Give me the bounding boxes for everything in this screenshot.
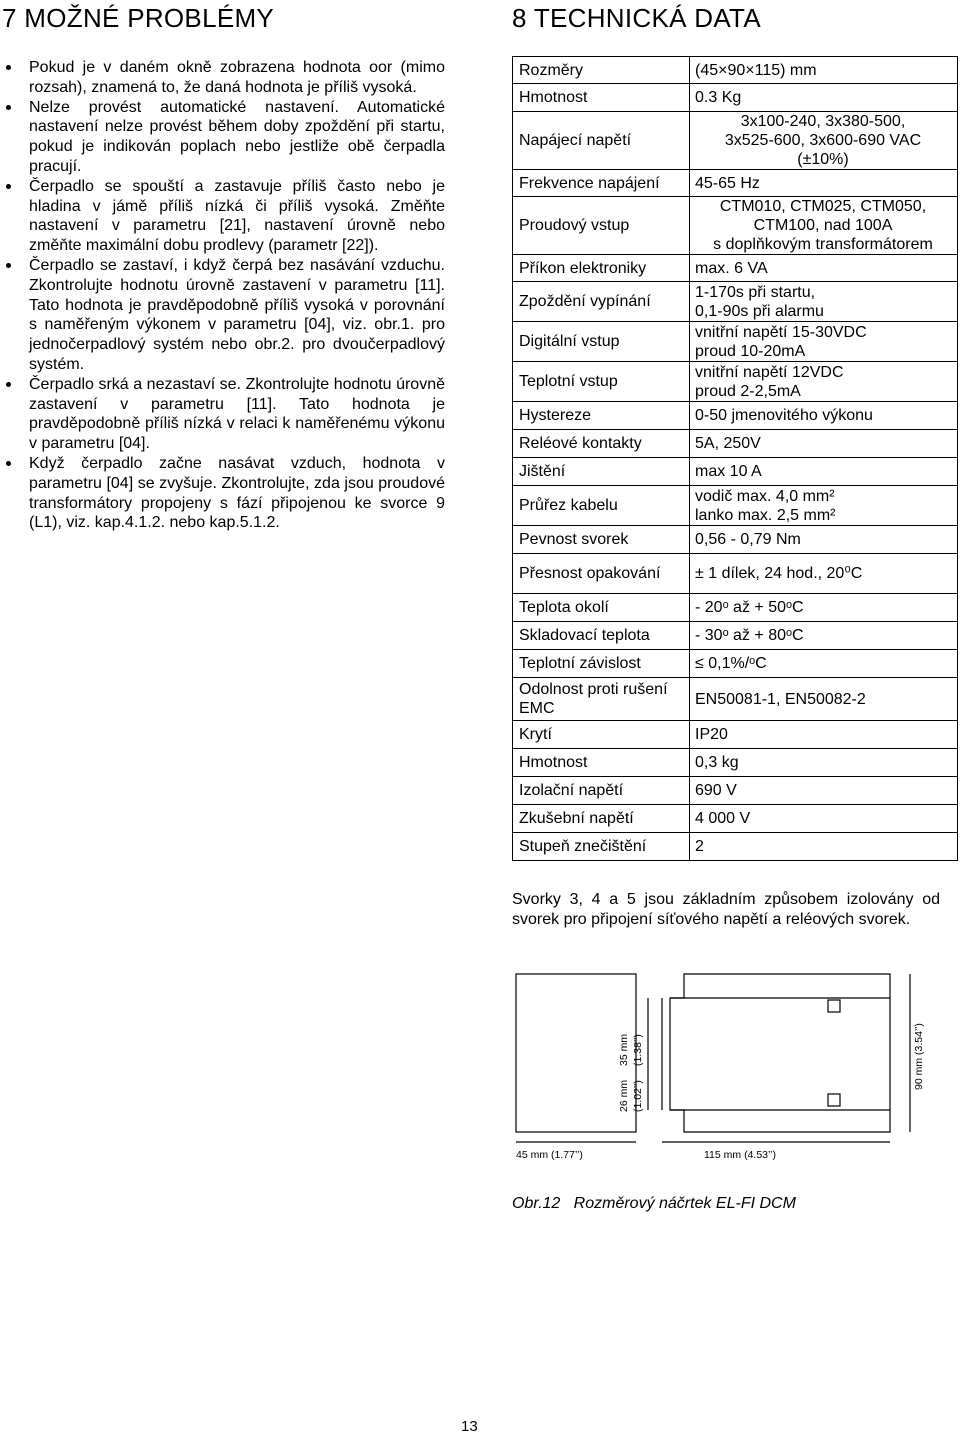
side-view-outline <box>670 998 890 1110</box>
spec-key: Teplotní závislost <box>513 650 690 678</box>
spec-value-line: 0.3 Kg <box>695 89 742 106</box>
table-row <box>513 650 958 678</box>
spec-value <box>690 170 958 197</box>
spec-key: Zpoždění vypínání <box>513 282 690 322</box>
list-item: Pokud je v daném okně zobrazena hodnota oor (mimo rozsah), znamená to, že daná hodnota je příliš vysoká. <box>0 58 445 98</box>
spec-value <box>690 486 958 526</box>
spec-value <box>690 833 958 861</box>
spec-key: Hmotnost <box>513 749 690 777</box>
spec-value-line: (±10%) <box>797 151 849 168</box>
spec-key: Zkušební napětí <box>513 805 690 833</box>
spec-key: Skladovací teplota <box>513 622 690 650</box>
spec-value-line: CTM010, CTM025, CTM050, <box>719 198 927 215</box>
spec-value-line: 4 000 V <box>695 810 751 827</box>
table-row <box>513 458 958 486</box>
spec-value-line: 3x525-600, 3x600-690 VAC <box>724 132 922 149</box>
table-row <box>513 526 958 554</box>
dim-label-90: 90 mm (3.54’’) <box>913 1023 925 1090</box>
table-row <box>513 322 958 362</box>
page-number: 13 <box>461 1418 478 1435</box>
spec-key: Hmotnost <box>513 84 690 112</box>
spec-value-line: 0,56 - 0,79 Nm <box>695 531 801 548</box>
spec-key: Odolnost proti rušení EMC <box>513 678 690 721</box>
spec-value-line: 0,3 kg <box>695 754 739 771</box>
spec-value-line: ± 1 dílek, 24 hod., 20⁰C <box>695 565 863 582</box>
spec-key: Příkon elektroniky <box>513 255 690 282</box>
dim-label-26: 26 mm <box>618 1079 630 1112</box>
table-row <box>513 805 958 833</box>
table-row <box>513 402 958 430</box>
spec-value <box>690 554 958 594</box>
table-row <box>513 486 958 526</box>
table-row <box>513 721 958 749</box>
spec-value-line: (45×90×115) mm <box>695 61 817 79</box>
table-row <box>513 777 958 805</box>
spec-value-line: IP20 <box>695 726 728 743</box>
list-item: Když čerpadlo začne nasávat vzduch, hodnota v parametru [04] se zvyšuje. Zkontrolujte, zda jsou proudové transformátory propojeny s fází připojenou ke svorce 9 (L1), viz. kap.4.1.2. nebo kap.5.1.2. <box>0 454 445 533</box>
spec-value-line: 3x100-240, 3x380-500, <box>740 113 906 130</box>
spec-value <box>690 650 958 678</box>
dim-label-45: 45 mm (1.77’’) <box>516 1149 583 1161</box>
spec-value-line: 2 <box>695 838 704 855</box>
dim-label-26-inch: (1.02’’) <box>632 1080 644 1112</box>
spec-value-line: 5A, 250V <box>695 435 761 452</box>
spec-value <box>690 255 958 282</box>
spec-key: Frekvence napájení <box>513 170 690 197</box>
terminal-bottom <box>828 1094 840 1106</box>
figure-caption: Obr.12 Rozměrový náčrtek EL-FI DCM <box>512 1195 796 1212</box>
spec-value <box>690 362 958 402</box>
insulation-note: Svorky 3, 4 a 5 jsou základním způsobem izolovány od svorek pro připojení síťového napětí a reléových svorek. <box>512 891 940 928</box>
table-row <box>513 112 958 170</box>
spec-value-line: 1-170s při startu, <box>695 283 816 301</box>
spec-key: Reléové kontakty <box>513 430 690 458</box>
section-heading-problems: 7 MOŽNÉ PROBLÉMY <box>2 3 275 33</box>
spec-value <box>690 402 958 430</box>
spec-key: Jištění <box>513 458 690 486</box>
spec-value-line: - 30ᵒ až + 80ᵒC <box>695 627 804 644</box>
table-row <box>513 430 958 458</box>
spec-value-line: CTM100, nad 100A <box>753 217 893 234</box>
table-row <box>513 170 958 197</box>
table-row <box>513 255 958 282</box>
spec-value <box>690 112 958 170</box>
spec-value-line: vnitřní napětí 15-30VDC <box>695 323 867 341</box>
bullet-icon <box>6 184 11 189</box>
spec-key: Napájecí napětí <box>513 112 690 170</box>
spec-key: Rozměry <box>513 57 690 84</box>
spec-key: Stupeň znečištění <box>513 833 690 861</box>
spec-value-line: vodič max. 4,0 mm² <box>695 487 835 505</box>
dimension-drawing <box>512 972 942 1172</box>
table-row <box>513 678 958 721</box>
bullet-icon <box>6 105 11 110</box>
spec-key: Přesnost opakování <box>513 554 690 594</box>
spec-value <box>690 197 958 255</box>
spec-key: Digitální vstup <box>513 322 690 362</box>
spec-value-line: EN50081-1, EN50082-2 <box>695 690 866 708</box>
spec-value <box>690 430 958 458</box>
terminal-top <box>828 1000 840 1012</box>
spec-value <box>690 282 958 322</box>
list-item: Čerpadlo se spouští a zastavuje příliš často nebo je hladina v jámě příliš nízká či příliš vysoká. Změňte nastavení v parametru [21], nastavení úrovně nebo změňte maximální dobu prodlevy (parametr [22]). <box>0 177 445 256</box>
table-row <box>513 282 958 322</box>
spec-value-line: proud 10-20mA <box>695 342 806 360</box>
spec-value <box>690 777 958 805</box>
spec-value-line: max 10 A <box>695 463 762 480</box>
list-item: Nelze provést automatické nastavení. Automatické nastavení nelze provést během doby zpoždění při startu, pokud je indikován poplach nebo jestliže obě čerpadla pracují. <box>0 98 445 177</box>
table-row <box>513 197 958 255</box>
dim-label-115: 115 mm (4.53’’) <box>704 1149 776 1161</box>
spec-key: Krytí <box>513 721 690 749</box>
list-item: Čerpadlo se zastaví, i když čerpá bez nasávání vzduchu. Zkontrolujte hodnotu úrovně zastavení v parametru [11]. Tato hodnota je pravděpodobně příliš vysoká v porovnání s naměřeným výkonem v parametru [04], viz. obr.1. pro jednočerpadlový systém nebo obr.2. pro dvoučerpadlový systém. <box>0 256 445 375</box>
problems-list <box>0 58 445 533</box>
spec-value <box>690 594 958 622</box>
spec-value <box>690 458 958 486</box>
table-row <box>513 84 958 112</box>
table-row <box>513 833 958 861</box>
spec-value-line: 690 V <box>695 782 737 799</box>
section-heading-technical-data: 8 TECHNICKÁ DATA <box>512 3 761 33</box>
dim-label-35: 35 mm <box>618 1033 630 1066</box>
table-row <box>513 362 958 402</box>
bullet-icon <box>6 461 11 466</box>
spec-key: Hystereze <box>513 402 690 430</box>
spec-key: Průřez kabelu <box>513 486 690 526</box>
table-row <box>513 57 958 84</box>
side-view-top <box>670 974 890 998</box>
spec-value-line: vnitřní napětí 12VDC <box>695 363 844 381</box>
spec-value <box>690 57 958 84</box>
table-row <box>513 749 958 777</box>
spec-value <box>690 84 958 112</box>
spec-value-line: proud 2-2,5mA <box>695 382 801 400</box>
spec-value-line: 45-65 Hz <box>695 174 760 192</box>
bullet-icon <box>6 382 11 387</box>
spec-value-line: ≤ 0,1%/ᵒC <box>695 655 767 672</box>
spec-value-line: 0-50 jmenovitého výkonu <box>695 407 873 424</box>
spec-table <box>512 56 958 861</box>
spec-key: Teplotní vstup <box>513 362 690 402</box>
spec-value-line: - 20ᵒ až + 50ᵒC <box>695 599 804 616</box>
spec-key: Izolační napětí <box>513 777 690 805</box>
spec-value <box>690 678 958 721</box>
list-item: Čerpadlo srká a nezastaví se. Zkontrolujte hodnotu úrovně zastavení v parametru [11]. Tato hodnota je pravděpodobně příliš nízká v relaci k naměřenému výkonu v parametru [04]. <box>0 375 445 454</box>
spec-value-line: max. 6 VA <box>695 259 768 277</box>
spec-value <box>690 526 958 554</box>
bullet-icon <box>6 65 11 70</box>
spec-value-line: lanko max. 2,5 mm² <box>695 506 836 524</box>
spec-key: Pevnost svorek <box>513 526 690 554</box>
dim-label-35-inch: (1.38’’) <box>632 1034 644 1066</box>
spec-value-line: 0,1-90s při alarmu <box>695 302 824 320</box>
spec-key: Teplota okolí <box>513 594 690 622</box>
spec-value <box>690 749 958 777</box>
spec-key: Proudový vstup <box>513 197 690 255</box>
table-row <box>513 622 958 650</box>
spec-value <box>690 721 958 749</box>
spec-value <box>690 322 958 362</box>
spec-value-line: s doplňkovým transformátorem <box>713 236 933 253</box>
table-row <box>513 554 958 594</box>
spec-value <box>690 805 958 833</box>
side-view-bottom <box>670 1110 890 1132</box>
bullet-icon <box>6 263 11 268</box>
table-row <box>513 594 958 622</box>
spec-value <box>690 622 958 650</box>
